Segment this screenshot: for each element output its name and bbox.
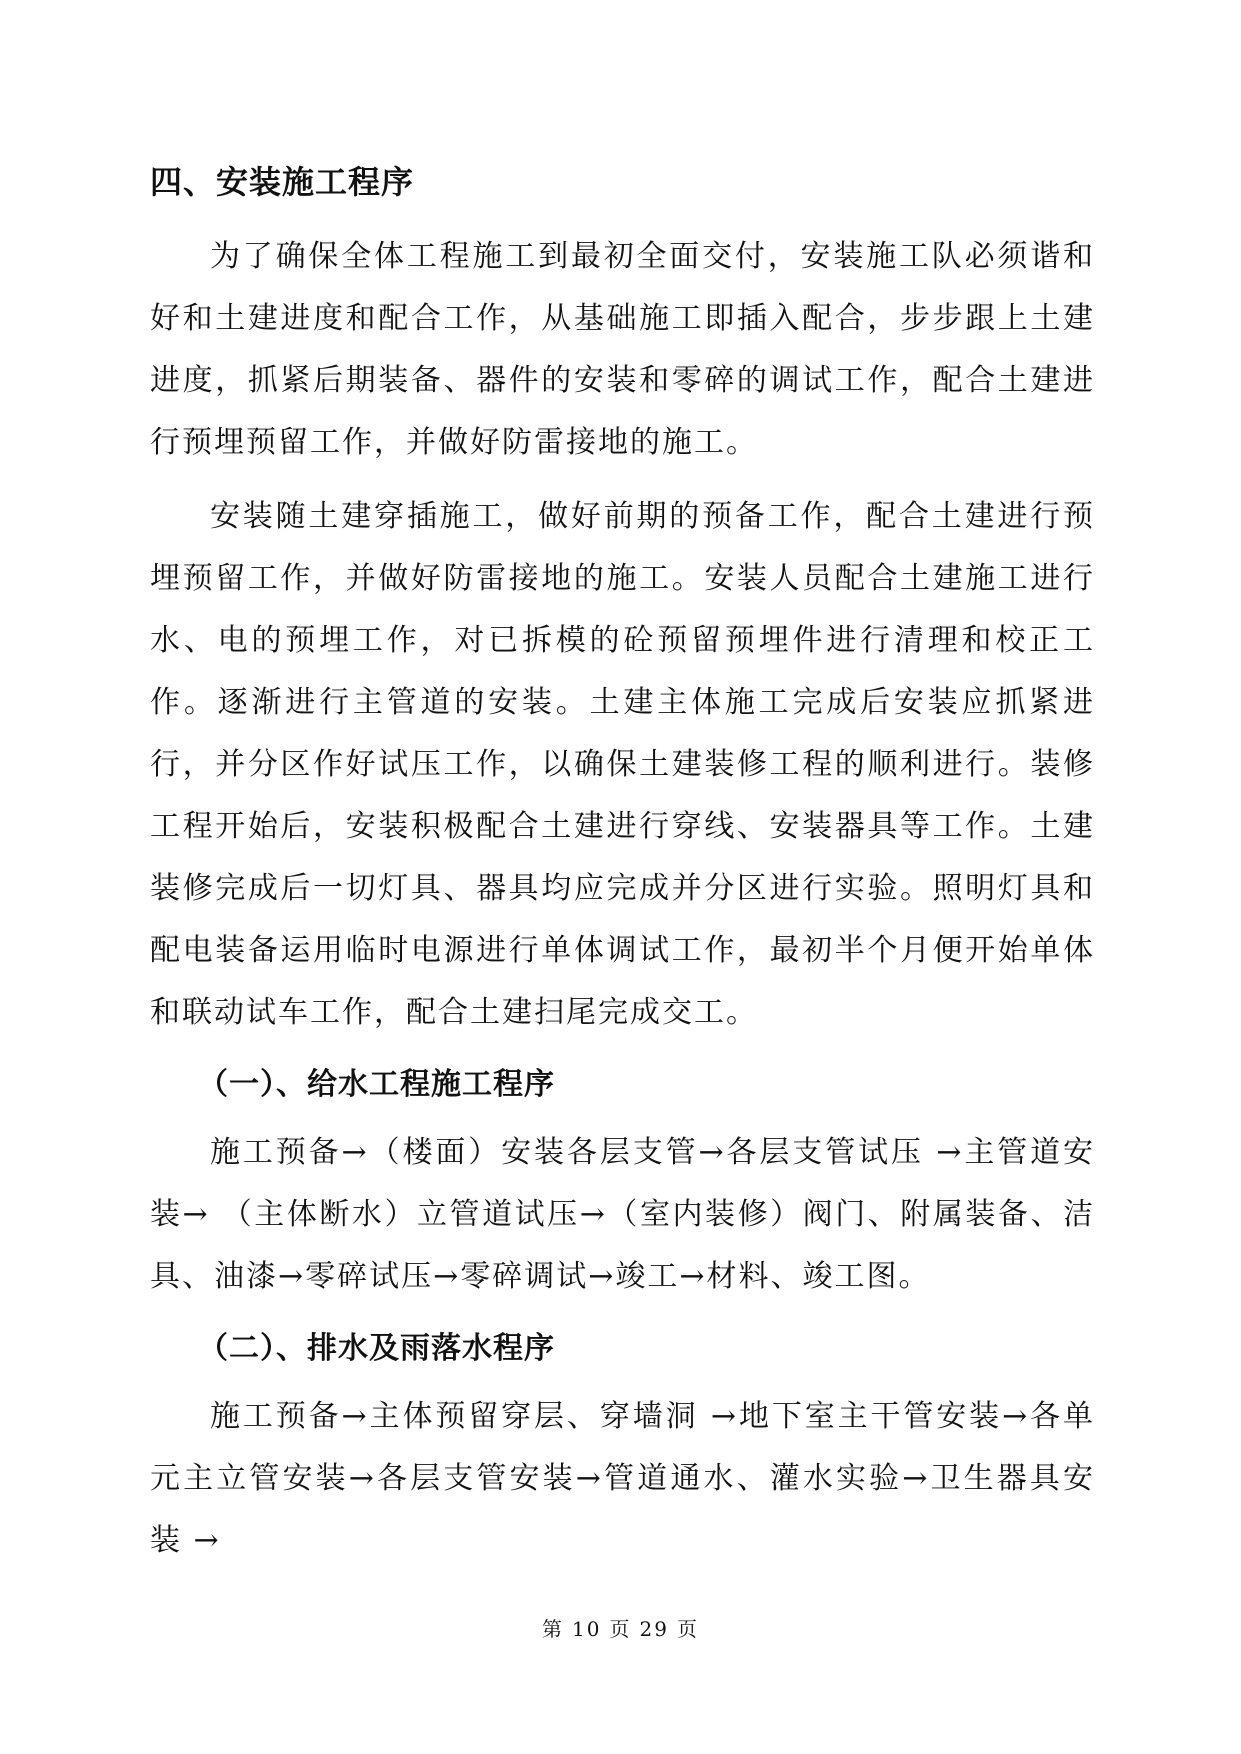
section-paragraph-2: 安装随土建穿插施工，做好前期的预备工作，配合土建进行预埋预留工作，并做好防雷接地的施工。安装人员配合土建施工进行水、电的预埋工作，对已拆模的砼预留预埋件进行清理和校正工作。逐渐进行主管道的安装。土建主体施工完成后安装应抓紧进行，并分区作好试压工作，以确保土建装修工程的顺利进行。装修工程开始后，安装积极配合土建进行穿线、安装器具等工作。土建装修完成后一切灯具、器具均应完成并分区进行实验。照明灯具和配电装备运用临时电源进行单体调试工作，最初半个月便开始单体和联动试车工作，配合土建扫尾完成交工。 xyxy=(150,499,1095,1030)
subsection-heading-drainage: （二）、排水及雨落水程序 xyxy=(198,1331,555,1366)
subsection-paragraph-drainage: 施工预备→主体预留穿层、穿墙洞 →地下室主干管安装→各单元主立管安装→各层支管安装→管道通水、灌水实验→卫生器具安装 → xyxy=(150,1399,1095,1558)
page-footer xyxy=(0,1616,1241,1642)
footer-page-total: 29 xyxy=(639,1617,669,1641)
footer-page-suffix: 页 xyxy=(676,1617,699,1641)
page-content xyxy=(150,162,1095,1572)
subsection-paragraph-water-supply: 施工预备→（楼面）安装各层支管→各层支管试压 →主管道安装→ （主体断水）立管道试压→（室内装修）阀门、附属装备、洁具、油漆→零碎试压→零碎调试→竣工→材料、竣工图。 xyxy=(150,1135,1095,1294)
footer-page-prefix: 第 xyxy=(542,1617,565,1641)
section-heading: 四、安装施工程序 xyxy=(150,163,415,201)
subsection-heading-water-supply: （一）、给水工程施工程序 xyxy=(198,1067,555,1102)
footer-page-mid: 页 xyxy=(609,1617,632,1641)
footer-page-current: 10 xyxy=(572,1617,602,1641)
section-paragraph-1: 为了确保全体工程施工到最初全面交付，安装施工队必须谐和好和土建进度和配合工作，从基础施工即插入配合，步步跟上土建进度，抓紧后期装备、器件的安装和零碎的调试工作，配合土建进行预埋预留工作，并做好防雷接地的施工。 xyxy=(150,239,1095,460)
